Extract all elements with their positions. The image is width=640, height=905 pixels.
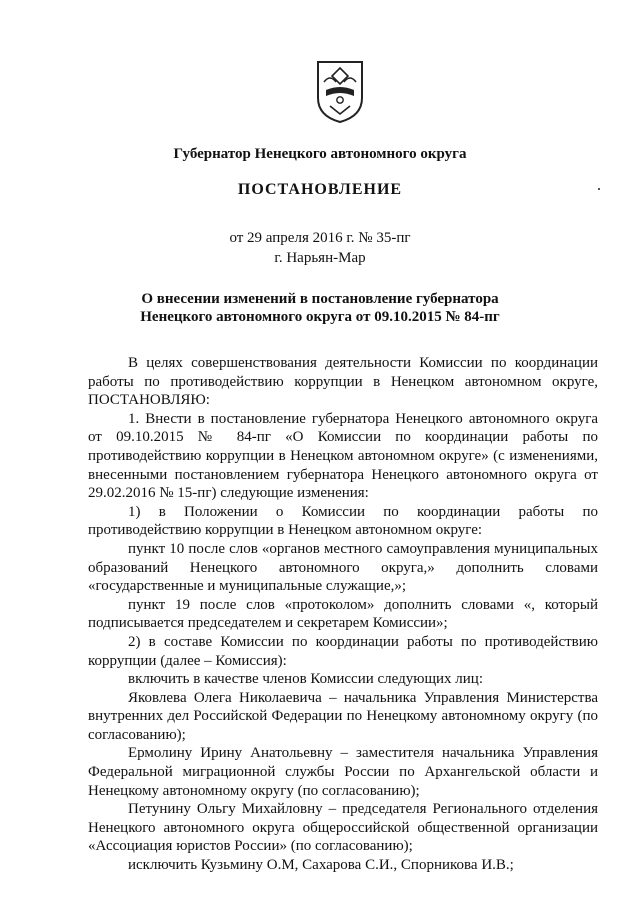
paragraph: исключить Кузьмину О.М, Сахарова С.И., Спорникова И.В.; [128,857,514,874]
paragraph: Яковлева Олега Николаевича – начальника Управления Министерства внутренних дел Российской Федерации по Ненецкому автономному округу (по согласованию); [88,689,598,743]
nenets-coat-of-arms-icon [314,60,366,124]
subject-line-1: О внесении изменений в постановление губернатора [141,291,499,307]
document-type-title: ПОСТАНОВЛЕНИЕ [237,181,403,198]
document-subject [0,290,640,326]
paragraph: пункт 10 после слов «органов местного самоуправления муниципальных образований Ненецкого автономного округа,» дополнить словами «государственные и муниципальные служащие,»; [88,540,598,595]
subject-line-2: Ненецкого автономного округа от 09.10.2015 № 84-пг [140,309,500,325]
paragraph: 1. Внести в постановление губернатора Ненецкого автономного округа от 09.10.2015 № 84-пг «О Комиссии по координации работы по противодействию коррупции в Ненецком автономном округе» (с изменениями, внесенными постановлением губернатора Ненецкого автономного округа от 29.02.2016 № 15-пг) следующие изменения: [88,410,598,502]
document-body [88,354,598,875]
paragraph: 1) в Положении о Комиссии по координации работы по противодействию коррупции в Ненецком автономном округе: [88,503,598,539]
date-and-number: от 29 апреля 2016 г. № 35-пг [229,230,411,246]
issue-place: г. Нарьян-Мар [274,250,366,266]
paragraph: включить в качестве членов Комиссии следующих лиц: [128,671,483,688]
paragraph: В целях совершенствования деятельности Комиссии по координации работы по противодействию коррупции в Ненецком автономном округе, ПОСТАНОВЛЯЮ: [88,355,598,409]
scan-speck [598,188,600,190]
paragraph: пункт 19 после слов «протоколом» дополнить словами «, который подписывается председателем и секретарем Комиссии»; [88,596,598,632]
paragraph: 2) в составе Комиссии по координации работы по противодействию коррупции (далее – Комиссия): [88,633,598,669]
issuing-authority: Губернатор Ненецкого автономного округа [173,146,467,162]
paragraph: Ермолину Ирину Анатольевну – заместителя начальника Управления Федеральной миграционной службы России по Архангельской области и Ненецкому автономному округу (по согласованию); [88,745,598,799]
paragraph: Петунину Ольгу Михайловну – председателя Регионального отделения Ненецкого автономного округа общероссийской общественной организации «Ассоциация юристов России» (по согласованию); [88,801,598,855]
